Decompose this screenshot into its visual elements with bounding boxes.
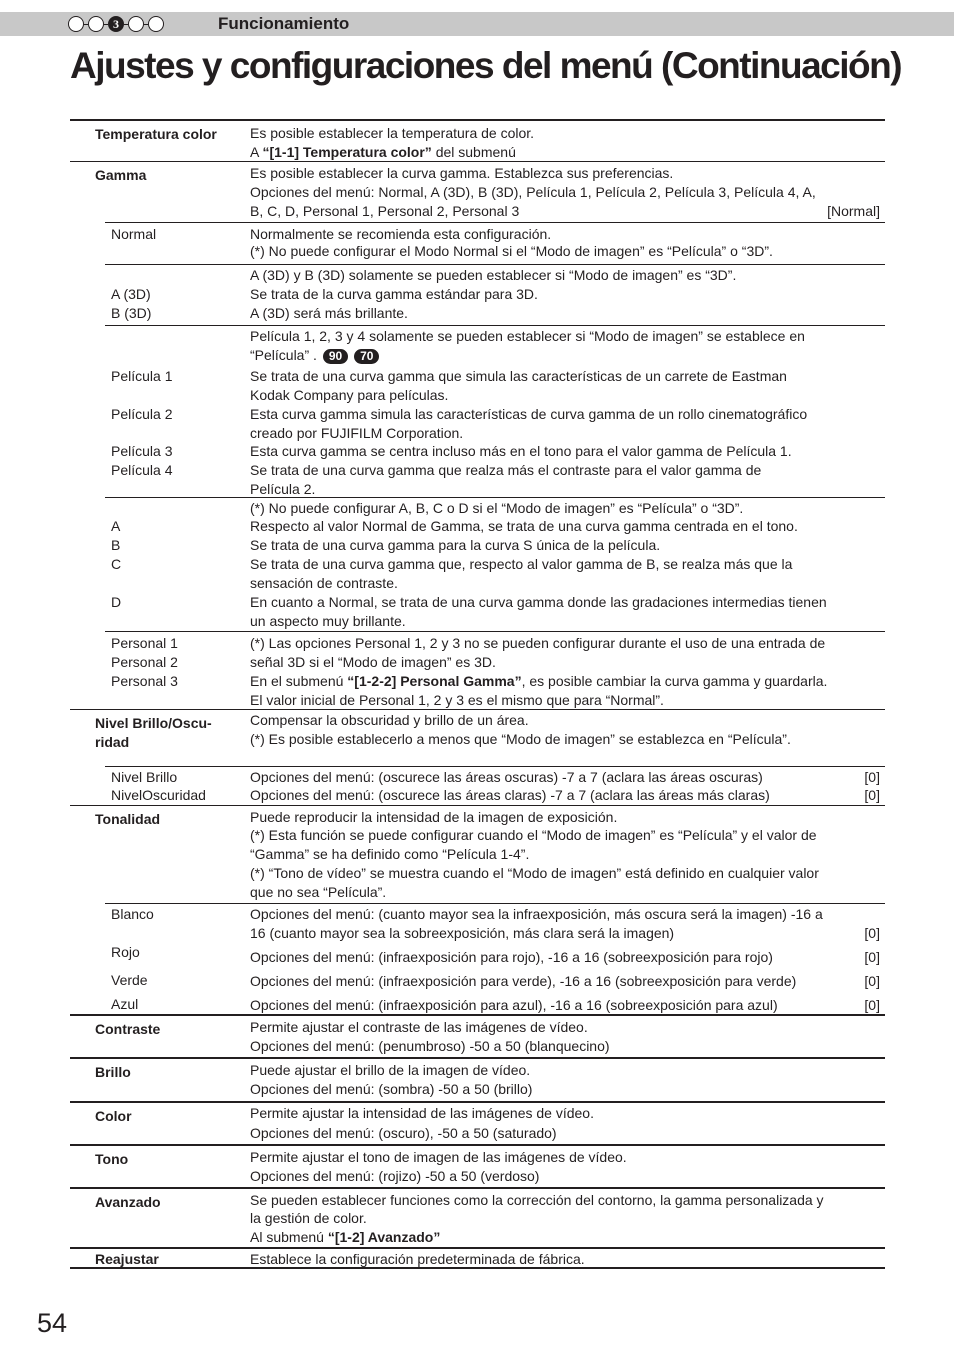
table-row-contraste — [70, 1014, 885, 1058]
subrow-label: B (3D) — [111, 305, 152, 321]
row-description: Película 2. — [250, 481, 316, 497]
table-subrow-niveles — [105, 766, 885, 806]
row-label: Color — [95, 1108, 132, 1124]
row-description: Permite ajustar la intensidad de las imágenes de vídeo. — [250, 1105, 594, 1121]
row-description: “Película” . 90 70 — [250, 346, 379, 365]
row-description: Establece la configuración predeterminada de fábrica. — [250, 1251, 585, 1267]
row-description: Puede reproducir la intensidad de la imagen de exposición. — [250, 809, 618, 825]
step-circle — [68, 16, 84, 32]
row-description: Opciones del menú: Normal, A (3D), B (3D), Película 1, Película 2, Película 3, Película 4, A, — [250, 184, 816, 200]
row-description: “Gamma” se ha definido como “Película 1-4”. — [250, 846, 530, 862]
subrow-label: Rojo — [111, 944, 140, 960]
row-description: Es posible establecer la temperatura de color. — [250, 125, 535, 141]
table-row-reajustar — [70, 1247, 885, 1268]
row-description: Respecto al valor Normal de Gamma, se trata de una curva gamma centrada en el tono. — [250, 518, 798, 534]
table-row-avanzado — [70, 1187, 885, 1248]
step-indicator — [68, 15, 164, 33]
row-description: (*) No puede configurar el Modo Normal si el “Modo de imagen” es “Película” o “3D”. — [250, 243, 773, 259]
section-title: Funcionamiento — [218, 14, 350, 33]
row-description: Opciones del menú: (oscurece las áreas oscuras) -7 a 7 (aclara las áreas oscuras) — [250, 769, 763, 785]
row-description: Es posible establecer la curva gamma. Establezca sus preferencias. — [250, 165, 674, 181]
row-description: En el submenú “[1-2-2] Personal Gamma”, es posible cambiar la curva gamma y guardarla. — [250, 673, 828, 689]
subrow-label: B — [111, 537, 121, 553]
row-description: que no sea “Película”. — [250, 884, 387, 900]
default-value: [0] — [864, 997, 880, 1013]
row-label: Brillo — [95, 1064, 131, 1080]
row-description: Kodak Company para películas. — [250, 387, 449, 403]
row-description: 16 (cuanto mayor sea la sobreexposición, más clara será la imagen) — [250, 925, 675, 941]
subrow-label: Azul — [111, 996, 139, 1012]
submenu-reference: “[1-2-2] Personal Gamma” — [347, 673, 522, 689]
table-subrow-abcd — [105, 497, 885, 632]
row-description: Opciones del menú: (infraexposición para rojo), -16 a 16 (sobreexposición para rojo) — [250, 949, 773, 965]
subrow-label: Blanco — [111, 906, 154, 922]
subrow-label: D — [111, 594, 122, 610]
model-badge: 70 — [354, 349, 379, 364]
row-label: Contraste — [95, 1021, 161, 1037]
row-description: A “[1-1] Temperatura color” del submenú — [250, 144, 516, 160]
row-description: (*) Esta función se puede configurar cuando el “Modo de imagen” es “Película” y el valor de — [250, 827, 817, 843]
row-description: Se trata de una curva gamma que, respecto al valor gamma de B, se realza más que la — [250, 556, 793, 572]
table-row-color — [70, 1101, 885, 1145]
row-description: En cuanto a Normal, se trata de una curva gamma donde las gradaciones intermedias tienen — [250, 594, 827, 610]
default-value: [0] — [864, 925, 880, 941]
subrow-label: Película 2 — [111, 406, 173, 422]
table-subrow-normal — [105, 222, 885, 265]
row-description: Puede ajustar el brillo de la imagen de vídeo. — [250, 1062, 531, 1078]
model-badge: 90 — [323, 349, 348, 364]
table-row-brillo — [70, 1057, 885, 1102]
table-subrow-pelicula — [105, 325, 885, 498]
table-row-nivel-brillo-oscuridad — [70, 709, 885, 767]
subrow-label: A (3D) — [111, 286, 151, 302]
submenu-reference: “[1-1] Temperatura color” — [262, 144, 432, 160]
default-value: [0] — [864, 949, 880, 965]
row-description: Al submenú “[1-2] Avanzado” — [250, 1229, 441, 1245]
subrow-label: Personal 2 — [111, 654, 178, 670]
section-header-bar — [0, 12, 954, 36]
table-row-gamma — [70, 161, 885, 222]
subrow-label: C — [111, 556, 122, 572]
subrow-label: A — [111, 518, 121, 534]
default-value: [0] — [864, 769, 880, 785]
subrow-label: NivelOscuridad — [111, 787, 206, 803]
table-subrow-colores — [105, 903, 885, 1015]
subrow-label: Película 3 — [111, 443, 173, 459]
row-description: un aspecto muy brillante. — [250, 613, 406, 629]
row-description: El valor inicial de Personal 1, 2 y 3 es el mismo que para “Normal”. — [250, 692, 664, 708]
default-value: [0] — [864, 973, 880, 989]
row-description: (*) Es posible establecerlo a menos que “Modo de imagen” se establezca en “Película”. — [250, 731, 791, 747]
table-subrow-3d — [105, 264, 885, 326]
table-bottom-rule — [70, 1267, 885, 1269]
row-description: Se trata de la curva gamma estándar para 3D. — [250, 286, 538, 302]
row-description: Esta curva gamma simula las características de curva gamma de un rollo cinematográfico — [250, 406, 808, 422]
row-label: Nivel Brillo/Oscu- ridad — [95, 715, 212, 750]
step-circle-current: 3 — [108, 16, 124, 32]
row-description: señal 3D si el “Modo de imagen” es 3D. — [250, 654, 496, 670]
subrow-label: Película 4 — [111, 462, 173, 478]
row-description: Se pueden establecer funciones como la corrección del contorno, la gamma personalizada y — [250, 1192, 824, 1208]
row-description: Se trata de una curva gamma que simula las características de un carrete de Eastman — [250, 368, 787, 384]
subrow-label: Verde — [111, 972, 148, 988]
default-value: [0] — [864, 787, 880, 803]
row-description: Opciones del menú: (infraexposición para azul), -16 a 16 (sobreexposición para azul) — [250, 997, 778, 1013]
row-label: Tono — [95, 1151, 129, 1167]
row-description: Opciones del menú: (rojizo) -50 a 50 (verdoso) — [250, 1168, 540, 1184]
page-number: 54 — [37, 1308, 68, 1338]
row-description: Opciones del menú: (oscurece las áreas claras) -7 a 7 (aclara las áreas más claras) — [250, 787, 770, 803]
subrow-label: Personal 3 — [111, 673, 178, 689]
row-description: Se trata de una curva gamma para la curva S única de la película. — [250, 537, 661, 553]
table-row-temperatura-color — [70, 119, 885, 162]
row-description: sensación de contraste. — [250, 575, 398, 591]
row-description: Opciones del menú: (oscuro), -50 a 50 (saturado) — [250, 1125, 557, 1141]
step-circle — [88, 16, 104, 32]
row-description: la gestión de color. — [250, 1210, 367, 1226]
row-description: Película 1, 2, 3 y 4 solamente se pueden establecer si “Modo de imagen” se establece en — [250, 328, 805, 344]
row-label: Temperatura color — [95, 126, 217, 142]
subrow-label: Normal — [111, 226, 157, 242]
row-description: Se trata de una curva gamma que realza más el contraste para el valor gamma de — [250, 462, 762, 478]
row-description: B, C, D, Personal 1, Personal 2, Personal 3 — [250, 203, 520, 219]
row-description: Opciones del menú: (infraexposición para verde), -16 a 16 (sobreexposición para verde) — [250, 973, 797, 989]
subrow-label: Película 1 — [111, 368, 173, 384]
row-description: (*) No puede configurar A, B, C o D si el “Modo de imagen” es “Película” o “3D”. — [250, 500, 744, 516]
table-subrow-personal — [105, 631, 885, 710]
row-description: Opciones del menú: (sombra) -50 a 50 (brillo) — [250, 1081, 533, 1097]
row-description: Opciones del menú: (cuanto mayor sea la infraexposición, más oscura será la imagen) -16 a — [250, 906, 823, 922]
table-row-tonalidad — [70, 805, 885, 904]
subrow-label: Nivel Brillo — [111, 769, 178, 785]
row-label: Gamma — [95, 167, 147, 183]
row-description: Normalmente se recomienda esta configuración. — [250, 226, 552, 242]
submenu-reference: “[1-2] Avanzado” — [327, 1229, 441, 1245]
page-title: Ajustes y configuraciones del menú (Continuación) — [70, 45, 902, 86]
step-circle — [148, 16, 164, 32]
row-label: Reajustar — [95, 1251, 159, 1267]
row-description: (*) Las opciones Personal 1, 2 y 3 no se pueden configurar durante el uso de una entrada de — [250, 635, 826, 651]
default-value: [Normal] — [827, 203, 880, 219]
row-description: A (3D) será más brillante. — [250, 305, 408, 321]
row-description: Opciones del menú: (penumbroso) -50 a 50 (blanquecino) — [250, 1038, 610, 1054]
row-description: A (3D) y B (3D) solamente se pueden establecer si “Modo de imagen” es “3D”. — [250, 267, 737, 283]
row-description: (*) “Tono de vídeo” se muestra cuando el “Modo de imagen” está definido en cualquier valor — [250, 865, 819, 881]
row-description: Esta curva gamma se centra incluso más en el tono para el valor gamma de Película 1. — [250, 443, 792, 459]
row-label: Tonalidad — [95, 811, 161, 827]
row-description: Compensar la obscuridad y brillo de un área. — [250, 712, 529, 728]
table-row-tono — [70, 1144, 885, 1188]
row-description: creado por FUJIFILM Corporation. — [250, 425, 464, 441]
subrow-label: Personal 1 — [111, 635, 178, 651]
row-description: Permite ajustar el tono de imagen de las imágenes de vídeo. — [250, 1149, 627, 1165]
row-description: Permite ajustar el contraste de las imágenes de vídeo. — [250, 1019, 588, 1035]
row-label: Avanzado — [95, 1194, 161, 1210]
step-circle — [128, 16, 144, 32]
